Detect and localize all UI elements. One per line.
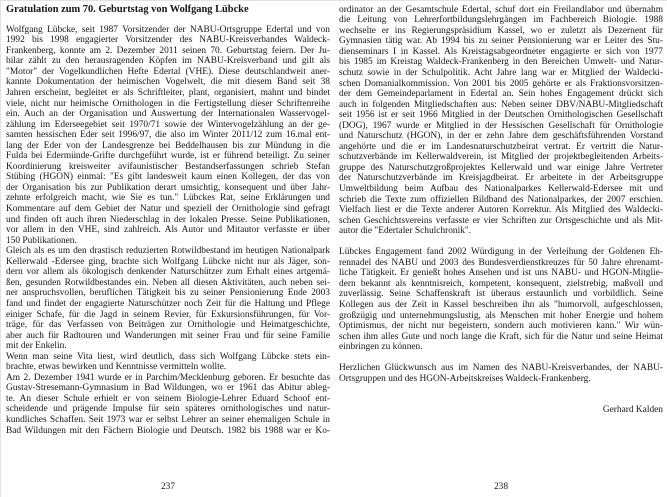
text-line: Fulda bei Edermünde-Grifte durchgeführt wurde, ist er führend beteiligt. Zu seiner — [6, 151, 330, 162]
text-line: brachte, etwas bewirken und Kenntnisse vermitteln wollte. — [6, 362, 227, 373]
text-line: ordinator an der Gesamtschule Edertal, schuf dort ein Freilandlabor und übernahm — [339, 4, 663, 15]
text-line: Kollegen aus der Zeit in Kassel beschreiben ihn als "humorvoll, aufgeschlossen, — [339, 300, 663, 310]
text-line: Am 2. Dezember 1941 wurde er in Parchim/Mecklenburg geboren. Er besuchte das — [6, 372, 330, 383]
text-line: wechselte er ins Regierungspräsidium Kassel, wo er zuletzt als Dezernent für — [339, 25, 663, 36]
text-line: Koordinierung kreisweiter avifaunistischer Bestandserfassungen schrieb Stefan — [6, 161, 330, 172]
text-line: Gustav-Stresemann-Gymnasium in Bad Wildungen, wo er 1961 das Abitur ableg- — [6, 383, 330, 394]
text-line: Wenn man seine Vita liest, wird deutlich, dass sich Wolfgang Lübcke stets ein- — [6, 351, 330, 362]
page-number-right: 238 — [493, 481, 509, 492]
text-line: die Leitung von Lehrerfortbildungslehrgängen im Fachbereich Biologie. 1988 — [339, 15, 663, 26]
text-line: schen Geschichtsvereins verfasste er vier Schriften zur Ortsgeschichte und als Mit- — [339, 215, 663, 226]
text-line: schen Domanialkommission. Von 2001 bis 2005 gehörte er als Fraktionsvorsitzen- — [339, 78, 663, 89]
text-line: zählung im Ederseegebiet seit 1970/71 sowie der Wintervogelzählung an der ge- — [6, 119, 330, 130]
text-line: dern bekannt als kenntnisreich, kompetent, konsequent, zielstrebig, maßvoll und — [339, 278, 663, 289]
text-line: rennadel des NABU und 2003 des Bundesverdienstkreuzes für 50 Jahre ehrenamt- — [339, 257, 663, 268]
author-signature: Gerhard Kalden — [602, 405, 663, 416]
text-line: Gleich als es um den drastisch reduzierten Rotwildbestand im heutigen Nationalpark — [6, 246, 330, 257]
text-line: Herzlichen Glückwunsch aus im Namen des NABU-Kreisverbandes, der NABU- — [339, 363, 663, 374]
page-left — [6, 5, 330, 436]
text-line: Kellerwald -Edersee ging, brachte sich Wolfgang Lübcke nicht nur als Jäger, son- — [6, 256, 330, 267]
text-line: mit der Enkelin. — [6, 341, 67, 352]
text-line: seit 1956 ist er seit 1966 Mitglied in der Deutschen Ornithologischen Gesellschaft — [339, 110, 663, 121]
text-line: schutzverbände im Kellerwaldverein, ist Mitglied der projektbegleitenden Arbeits- — [339, 152, 663, 163]
paragraph-introduction — [6, 25, 330, 246]
text-line: Gymnasien tätig war. Ab 1994 bis zu seiner Pensionierung war er Leiter des Stu- — [339, 36, 663, 47]
text-line: der dem Gemeindeparlament in Edertal an. Sein hohes Engagement drückt sich — [339, 89, 663, 100]
paragraph-biography — [6, 373, 330, 436]
text-line: zuverlässig. Seine Schaffenskraft ist überaus erstaunlich und vorbildlich. Seine — [339, 289, 663, 300]
paragraph-congratulations — [339, 363, 663, 384]
text-line: Ortsgruppen und des HGON-Arbeitskreises Waldeck-Frankenberg. — [339, 373, 591, 384]
text-line: aber auch für Radtouren und Wanderungen mit seiner Frau und für seine Familie — [6, 330, 330, 341]
text-line: schutz sowie in der Schulpolitik. Acht Jahre lang war er Mitglied der Waldecki- — [339, 67, 663, 78]
paragraph-honours — [339, 247, 663, 352]
text-line: dern vor allem als ökologisch denkender Naturschützer zum Erhalt eines artgemä- — [6, 267, 330, 278]
paragraph-biography-continued — [339, 5, 663, 237]
text-line: 150 Publikationen. — [6, 235, 77, 246]
text-line: schrieb die Texte zum offiziellen Bildband des Nationalparkes, der 2007 erschien. — [339, 194, 663, 205]
text-line: und finden oft auch ihren Niederschlag in der lokalen Presse. Seine Publikationen, — [6, 214, 330, 225]
text-line: Umweltbildung beim Aufbau des Nationalparkes Kellerwald-Edersee mit und — [339, 183, 663, 194]
text-line: dienseminars I in Kassel. Als Kreistagsabgeordneter engagierte er sich von 1977 — [339, 46, 663, 57]
text-line: Optimismus, der nicht nur begeistern, sondern auch motivieren kann." Wir wün- — [339, 321, 663, 332]
page-number-left: 237 — [160, 481, 176, 492]
text-line: (DOG), 1967 wurde er Mitglied in der Hessischen Gesellschaft für Ornithologie — [339, 120, 663, 131]
text-line: der Organisation bis zur Publikation derart umsichtig, konsequent und über Jahr- — [6, 182, 330, 193]
text-line: Lübckes Engagement fand 2002 Würdigung in der Verleihung der Goldenen Eh- — [339, 247, 663, 258]
text-line: auch in folgenden Mitgliedschaften aus: Neben seiner DBV/NABU-Mitgliedschaft — [339, 99, 663, 110]
text-line: liche Tätigkeit. Er genießt hohes Ansehen und ist uns NABU- und HGON-Mitglie- — [339, 268, 663, 279]
text-line: lang der Eder von der Landesgrenze bei Beddelhausen bis zur Mündung in die — [6, 140, 330, 151]
text-line: Wolfgang Lübcke, seit 1987 Vorsitzender der NABU-Ortsgruppe Edertal und von — [6, 24, 330, 35]
text-line: 1992 bis 1998 engagierter Vorsitzender des NABU-Kreisverbandes Waldeck- — [6, 35, 330, 46]
text-line: Frankenberg, konnte am 2. Dezember 2011 seinen 70. Geburtstag feiern. Der Ju- — [6, 45, 330, 56]
text-line: gruppe des Naturschutzgroßprojektes Kellerwald und war einige Jahre Vertreter — [339, 162, 663, 173]
text-line: te. An dieser Schule erhielt er von seinem Biologie-Lehrer Eduard Schoof ent- — [6, 393, 330, 404]
text-line: Kommentare auf dem Gebiet der Natur und speziell der Ornithologie sind gefragt — [6, 204, 330, 215]
text-line: kundliches Schaffen. Seit 1973 war er selbst Lehrer an seiner ehemaligen Schule in — [6, 414, 330, 425]
text-line: der Naturschutzverbände im Kreisjagdbeirat. Er arbeitete in der Arbeitsgruppe — [339, 173, 663, 184]
text-line: ner anspruchsvollen, beruflichen Tätigkeit bis zu seiner Pensionierung Ende 2003 — [6, 288, 330, 299]
text-line: Jahren erscheint, begleitet er als Schriftleiter, plant, organisiert, mahnt und bindet — [6, 88, 330, 99]
text-line: vor allem in den VHE, sind zahlreich. Als Autor und Mitautor verfasste er über — [6, 225, 330, 236]
text-line: Stübing (HGON) einmal: "Es gibt landesweit kaum einen Kollegen, der das von — [6, 172, 330, 183]
text-line: schen ihm alles Gute und noch lange die Kraft, sich für die Natur und seine Heimat — [339, 331, 663, 342]
text-line: autor die "Edertaler Schulchronik". — [339, 226, 472, 237]
text-line: kannte Dokumentation der heimischen Vogelwelt, die mit diesem Band seit 38 — [6, 77, 330, 88]
text-line: "Motor" der Vogelkundlichen Hefte Edertal (VHE). Diese deutschlandweit aner- — [6, 66, 330, 77]
text-line: angehörte und die er im Landesnaturschutzbeirat vertrat. Er vertritt die Natur- — [339, 141, 663, 152]
text-line: einiger Schafe, für die Jagd in seinem Revier, für Exkursionsführungen, für Vor- — [6, 309, 330, 320]
text-line: fand und findet der engagierte Naturschützer noch Zeit für die Haltung und Pflege — [6, 298, 330, 309]
article-title: Gratulation zum 70. Geburtstag von Wolfgang Lübcke — [6, 3, 249, 15]
text-line: zehnte erfolgreich macht, wie Sie es tun." Lübckes Rat, seine Erklärungen und — [6, 193, 330, 204]
page-right — [339, 5, 663, 416]
text-line: Bad Wildungen mit den Fächern Biologie und Deutsch. 1982 bis 1988 war er Ko- — [6, 425, 330, 436]
text-line: und Naturschutz (HGON), in der er zehn Jahre dem geschäftsführenden Vorstand — [339, 131, 663, 142]
text-line: großzügig und unternehmungslustig, als Menschen mit hoher Energie und hohem — [339, 310, 663, 321]
text-line: bilar zählt zu den herausragenden Köpfen im NABU-Kreisverband und gilt als — [6, 56, 330, 67]
text-line: samten hessischen Eder seit 1996/97, die also im Winter 2011/12 zum 16.mal ent- — [6, 130, 330, 141]
paragraph-activities — [6, 246, 330, 351]
text-line: scheidende und prägende Impulse für sein späteres ornithologisches und natur- — [6, 404, 330, 415]
text-line: ßen, gesunden Rotwildbestandes ein. Neben all diesen Aktivitäten, auch neben sei- — [6, 277, 330, 288]
paragraph-vita-note — [6, 352, 330, 373]
text-line: bis 1985 im Kreistag Waldeck-Frankenberg in den Bereichen Umwelt- und Natur- — [339, 57, 663, 68]
text-line: ein. Auch an der Organisation und Auswertung der Internationalen Wasservogel- — [6, 109, 330, 120]
text-line: Vielfach liest er die Texte anderer Autoren Korrektur. Als Mitglied des Waldecki- — [339, 205, 663, 216]
text-line: einbringen zu können. — [339, 342, 423, 353]
text-line: träge, für das Verfassen von Beiträgen zur Ornithologie und Heimatgeschichte, — [6, 320, 330, 331]
text-line: viele, nicht nur heimische Ornithologen in die Fertigstellung dieser Schriftenreihe — [6, 98, 330, 109]
